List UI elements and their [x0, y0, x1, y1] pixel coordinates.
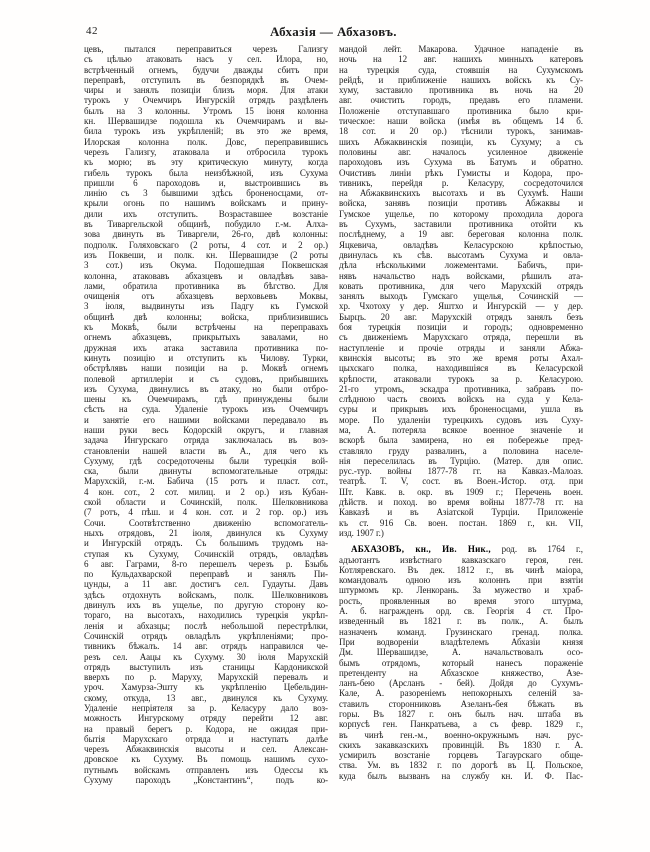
text-line: куда былъ вызванъ на службу кн. И. Ф. Пас-: [339, 770, 583, 781]
text-line: колонна, атаковавъ абхазцевъ и овладѣвъ зава-: [84, 270, 328, 281]
text-line: хр. Чхотоху у дер. Яштхо и Ингурскій — у дер.: [339, 301, 583, 312]
text-line: въ Тиваргельской общинѣ, побудило г.-м. Алха-: [84, 219, 328, 230]
text-line: ступая къ Сухуму, Сочинскій отрядъ, овладѣвъ: [84, 548, 328, 559]
text-line: крыли огонь по нашимъ войскамъ и прину-: [84, 198, 328, 209]
text-line: хуму, заставило противника въ ночь на 20: [339, 85, 583, 96]
text-line: рость, проявленныя во время этого штурма,: [339, 595, 583, 606]
text-line: 6 авг. Гаграми, 8-го перешелъ черезъ р. Бзыбь: [84, 558, 328, 569]
text-line: авг. очистить городъ, предавъ его пламени.: [339, 95, 583, 106]
text-line: наши руки весь Кодорскій округъ, и главная: [84, 424, 328, 435]
text-line: тивникъ, перейдя р. Келасуру, сосредоточился: [339, 177, 583, 188]
text-line: штурмомъ кр. Ленкорань. За мужество и храб-: [339, 585, 583, 596]
text-line: рус.-тур. войны 1877-78 гг. на Кавказ.-Малоаз.: [339, 466, 583, 477]
text-line: цыхскаго полка, находившіяся въ Келасурской: [339, 363, 583, 374]
text-line: цунды, а 11 авг. достигъ сел. Гудауты. Давъ: [84, 579, 328, 590]
text-line: переправѣ, отступилъ въ безпорядкѣ въ Очем-: [84, 74, 328, 85]
text-line: очищенія отъ абхазцевъ верховьевъ Моквы,: [84, 291, 328, 302]
text-line: въ чинѣ ген.-м., военно-окружнымъ нач. рус-: [339, 729, 583, 740]
text-line: 21-го утромъ, эскадра противника, забравъ по-: [339, 383, 583, 394]
text-line: Сочи. Соотвѣтственно движенію вспомогатель-: [84, 517, 328, 528]
text-line: била турокъ изъ укрѣпленій; въ это же время,: [84, 126, 328, 137]
text-line: При водвореніи владѣтелемъ Абхазіи князя: [339, 636, 583, 647]
text-line: вверхъ по р. Маруху, Марухскій перевалъ и: [84, 672, 328, 683]
text-line: на турецкія суда, стоявшія на Сухумскомъ: [339, 64, 583, 75]
text-line: ленія и абхазцы; послѣ небольшой перестрѣлки,: [84, 620, 328, 631]
text-line: къ морю; въ эту критическую минуту, когда: [84, 157, 328, 168]
text-line: къ ст. 916 Св. воен. постан. 1869 г., кн. VII,: [339, 517, 583, 528]
text-line: А. б. награжденъ орд. св. Георгія 4 ст. Про-: [339, 606, 583, 617]
text-line: тивникъ бѣжалъ. 14 авг. отрядъ направился че-: [84, 641, 328, 652]
text-line: въ Сухумъ, заставили противника отойти къ: [339, 219, 583, 230]
text-line: гибель турокъ была неизбѣжной, изъ Сухума: [84, 167, 328, 178]
text-line: ской области и Сочинскій, полк. Шелковникова: [84, 497, 328, 508]
text-line: Яцкевича, овладѣвъ Келасурскою крѣпостью,: [339, 239, 583, 250]
text-line: шены къ Очемчирамъ, гдѣ принуждены были: [84, 394, 328, 405]
text-line: по Кульдахварской переправѣ и занялъ Пи-: [84, 569, 328, 580]
entry-headword: АБХАЗОВЪ, кн., Ив. Ник.,: [351, 544, 491, 555]
text-line: ночь на 12 авг. нашихъ минныхъ катеровъ: [339, 54, 583, 65]
text-line: занялъ выходъ Гумскаго ущелья, Сочинскій —: [339, 291, 583, 302]
text-line: и занятіе его нашими войсками передавало въ: [84, 414, 328, 425]
text-line: усмирилъ возстаніе горцевъ Тагаурскаго обще-: [339, 750, 583, 761]
text-line: вскорѣ была замирена, но ея побережье пред-: [339, 435, 583, 446]
text-line: путнымъ войскамъ отправленъ изъ Одессы къ: [84, 764, 328, 775]
text-line: лами, обратила противника въ бѣгство. Для: [84, 280, 328, 291]
text-line: Кавказѣ и въ Азіатской Турціи. Приложеніе: [339, 507, 583, 518]
text-line: пароходовъ изъ Сухума въ Батумъ и обратно.: [339, 157, 583, 168]
text-line: (7 ротъ, 4 пѣш. и 4 кон. сот. и 2 гор. ор.) изъ: [84, 507, 328, 518]
text-line: тораго, на высотахъ, находились турецкія укрѣп-: [84, 610, 328, 621]
page-number: 42: [86, 25, 98, 37]
text-line: съ цѣлью атаковать насъ у сел. Илора, но,: [84, 54, 328, 65]
text-line: ныхъ отрядовъ, 21 іюля, двинулся къ Сухуму: [84, 527, 328, 538]
text-line: пришли 6 пароходовъ и, выстроившись въ: [84, 177, 328, 188]
text-line: Котляревскаго. Въ дек. 1812 г., въ чинѣ маіора,: [339, 564, 583, 575]
text-line: на правый берегъ р. Кодора, не ожидая при-: [84, 723, 328, 734]
text-line: бытія Марухскаго отряда и наступать далѣе: [84, 733, 328, 744]
text-line: къ Моквѣ, были встрѣчены на переправахъ: [84, 322, 328, 333]
text-line: Сухуму, гдѣ сосредоточены были турецкія вой-: [84, 455, 328, 466]
text-line: скихъ закавказскихъ провинцій. Въ 1830 г. А.: [339, 739, 583, 750]
text-line: былъ на 3 колонны. Утромъ 15 іюня колонна: [84, 105, 328, 116]
text-line: Сухуму пароходъ „Константинъ“, подъ ко-: [84, 775, 328, 786]
text-line: кн. Шервашидзе подошла къ Очемчирамъ и вы-: [84, 116, 328, 127]
text-line: отрядъ выступилъ изъ станицы Кардоникской: [84, 661, 328, 672]
text-line: ска, были двинуты вспомогательные отряды:: [84, 466, 328, 477]
text-line: шихъ Абжаквинскія позиціи, къ Сухуму; а съ: [339, 136, 583, 147]
text-line: рейдѣ, и приближеніе нашихъ войскъ къ Су-: [339, 74, 583, 85]
text-line: дровское къ Сухуму. Въ помощь нашимъ сухо-: [84, 754, 328, 765]
text-line: Бырцъ. 20 авг. Марухскій отрядъ занялъ безъ: [339, 311, 583, 322]
text-line: обстрѣлявъ наши позиціи на р. Моквѣ огнемъ: [84, 363, 328, 374]
text-line: скому, откуда, 13 авг., двинулся къ Сухуму.: [84, 692, 328, 703]
text-line: изд. 1907 г.): [339, 527, 384, 538]
entry-lead-line: АБХАЗОВЪ, кн., Ив. Ник., род. въ 1764 г.,: [351, 544, 583, 555]
text-line: черезъ Абжаквинскія высоты и сел. Алексан-: [84, 744, 328, 755]
text-line: цевъ, пытался переправиться черезъ Гализгу: [84, 44, 328, 54]
text-line: Удаленіе непріятеля за р. Келасуру дало воз-: [84, 703, 328, 713]
text-line: линію съ 3 бывшими здѣсь броненосцами, от-: [84, 188, 328, 199]
text-line: Очистивъ линіи рѣкъ Гумисты и Кодора, про-: [339, 167, 583, 178]
text-line: становленіи нашей власти въ А., для чего къ: [84, 445, 328, 456]
text-line: 18 сот. и 20 ор.) тѣснили турокъ, занимав-: [339, 126, 583, 137]
text-line: слѣднюю часть своихъ войскъ на суда у Кела-: [339, 394, 583, 405]
text-line: резъ сел. Аацы къ Сухуму. 30 іюля Марухскій: [84, 651, 328, 662]
text-line: дѣйств. и поход. во время войны 1877-78 гг. на: [339, 497, 583, 508]
text-line: зова двинуть въ Тиваргели, 26-го, двѣ колонны:: [84, 229, 328, 240]
text-line: подполк. Голяховскаго (2 роты, 4 сот. и 2 ор.): [84, 239, 328, 250]
text-line: ланъ-бею (Арсланъ - бей). Дойдя до Сухумъ-: [339, 678, 583, 689]
text-line: суры и прикрывъ ихъ броненосцами, ушла въ: [339, 404, 583, 415]
text-line: Илорская колонна полк. Довс, переправившись: [84, 136, 328, 147]
text-line: Положеніе отступавшаго противника было кри-: [339, 105, 583, 116]
text-line: сѣсть на суда. Удаленіе турокъ изъ Очемчиръ: [84, 404, 328, 415]
text-line: полевой артиллеріи и съ судовъ, прибывшихъ: [84, 373, 328, 384]
text-line: мандой лейт. Макарова. Удачное нападеніе въ: [339, 44, 583, 54]
text-line: претенденту на Абхазское княжество, Азе-: [339, 667, 583, 678]
text-line: ма, А. потеряла всякое военное значеніе и: [339, 424, 583, 435]
text-line: театрѣ. Т. V, сост. въ Воен.-Истор. отд. при: [339, 476, 583, 487]
text-line: Марухскій, г.-м. Бабича (15 ротъ и пласт. сот.,: [84, 476, 328, 487]
text-line: дили ихъ отступить. Возраставшее возстаніе: [84, 208, 328, 219]
text-line: нія переселилась въ Турцію. (Матер. для опис.: [339, 455, 583, 466]
text-line: уроч. Хамурза-Эшту къ укрѣпленію Цебельдин-: [84, 682, 328, 693]
text-line: море. По удаленіи турецкихъ судовъ изъ Суху-: [339, 414, 583, 425]
text-line: изъ Сухума, двинулись въ атаку, но были отбро-: [84, 383, 328, 394]
text-line: можность Ингурскому отряду перейти 12 авг.: [84, 713, 328, 724]
text-line: боя турецкія позиціи и городъ; одновременно: [339, 322, 583, 333]
text-line: бымъ отрядомъ, который нанесъ пораженіе: [339, 657, 583, 668]
text-line: на Абжаквинскихъ высотахъ и въ Сухумѣ. Наши: [339, 188, 583, 199]
text-line: изъ Поквеши, и полк. кн. Шервашидзе (2 роты: [84, 249, 328, 260]
running-head: [84, 24, 583, 40]
text-line: и Ингурскій отрядъ. Съ большимъ трудомъ на-: [84, 538, 328, 549]
text-line: войска, занявъ позиціи противъ Абжаквы и: [339, 198, 583, 209]
text-line: изведенный въ 1821 г. въ полк., А. былъ: [339, 616, 583, 627]
text-line: крѣпости, атаковали турокъ за р. Келасурою.: [339, 373, 583, 384]
text-line: здѣсь отдохнуть войскамъ, полк. Шелковниковъ: [84, 589, 328, 600]
text-line: черезъ Гализгу, атаковала и отбросила турокъ: [84, 146, 328, 157]
text-line: встрѣченный огнемъ, будучи дважды сбитъ при: [84, 64, 328, 75]
text-line: ковать противника, для чего Марухскій отрядъ: [339, 280, 583, 291]
running-head-title: Абхазія — Абхазовъ.: [270, 24, 397, 39]
text-line: дѣла нѣсколькими ложементами. Бабичъ, при-: [339, 260, 583, 271]
text-line: квинскія высоты; въ это же время роты Ахал-: [339, 352, 583, 363]
text-line: назначенъ команд. Грузинскаго гренад. полка.: [339, 626, 583, 637]
text-line: корпусѣ ген. Панкратьева, а съ февр. 1829 г.,: [339, 719, 583, 730]
text-line: общинѣ двѣ колонны; войска, приблизившись: [84, 311, 328, 322]
text-columns: [84, 44, 583, 785]
text-line: ства. Ум. въ 1832 г. по дорогѣ въ Ц. Польское,: [339, 760, 583, 771]
text-line: тическое: наши войска (имѣя въ общемъ 14 б.: [339, 116, 583, 127]
text-line: половины авг. началось усиленное движеніе: [339, 146, 583, 157]
text-line: ставляло груду развалинъ, а половина населе-: [339, 445, 583, 456]
text-line: чиры и занялъ позиціи близъ моря. Для атаки: [84, 85, 328, 96]
text-line: кинуть позицію и отступить къ Чилову. Турки,: [84, 352, 328, 363]
text-line: турокъ у Очемчиръ Ингурскій отрядъ раздѣленъ: [84, 95, 328, 106]
text-line: послѣднему, а 19 авг. береговая колонна полк.: [339, 229, 583, 240]
text-line: ставилъ сторонниковъ Азеланъ-бея бѣжать въ: [339, 698, 583, 709]
text-line: горы. Въ 1827 г. онъ былъ нач. штаба въ: [339, 709, 583, 719]
text-line: наступленіе и прочіе отряды и заняли Абжа-: [339, 342, 583, 353]
text-line: 3 сот.) изъ Окума. Подошедшая Поквешская: [84, 260, 328, 271]
text-line: дружная ихъ атака заставила противника по-: [84, 342, 328, 353]
text-line: Шт. Кавк. в. окр. въ 1909 г.; Перечень воен.: [339, 486, 583, 497]
text-line: адъютантъ извѣстнаго кавказскаго героя, ген.: [339, 554, 583, 565]
text-line: 4 кон. сот., 2 сот. милиц. и 2 ор.) изъ Кубан-: [84, 486, 328, 497]
text-line: командовалъ одною изъ колоннъ при взятіи: [339, 575, 583, 586]
text-line: Гумское ущелье, по которому проходила дорога: [339, 208, 583, 219]
column-right: [339, 44, 583, 785]
column-left: [84, 44, 328, 785]
text-line: нявъ начальство надъ войсками, рѣшилъ ата-: [339, 270, 583, 281]
text-line: огнемъ абхазцевъ, прикрытыхъ завалами, но: [84, 332, 328, 343]
text-line: Сочинскій отрядъ овладѣлъ укрѣпленіями; про-: [84, 630, 328, 641]
text-line: двинулъ ихъ въ ущелье, по другую сторону ко-: [84, 600, 328, 611]
text-line: Дм. Шервашидзе, А. начальствовалъ осо-: [339, 647, 583, 658]
text-line: Кале, А. разореніемъ непокорныхъ селеній за-: [339, 688, 583, 699]
text-line: двинулась къ сѣв. высотамъ Сухума и овла-: [339, 249, 583, 260]
text-line: съ движеніемъ Марухскаго отряда, перешли въ: [339, 332, 583, 343]
text-line: задача Ингурскаго отряда заключалась въ воз-: [84, 435, 328, 446]
text-line: 3 іюля, выдвинуты изъ Падгу къ Гумской: [84, 301, 328, 312]
